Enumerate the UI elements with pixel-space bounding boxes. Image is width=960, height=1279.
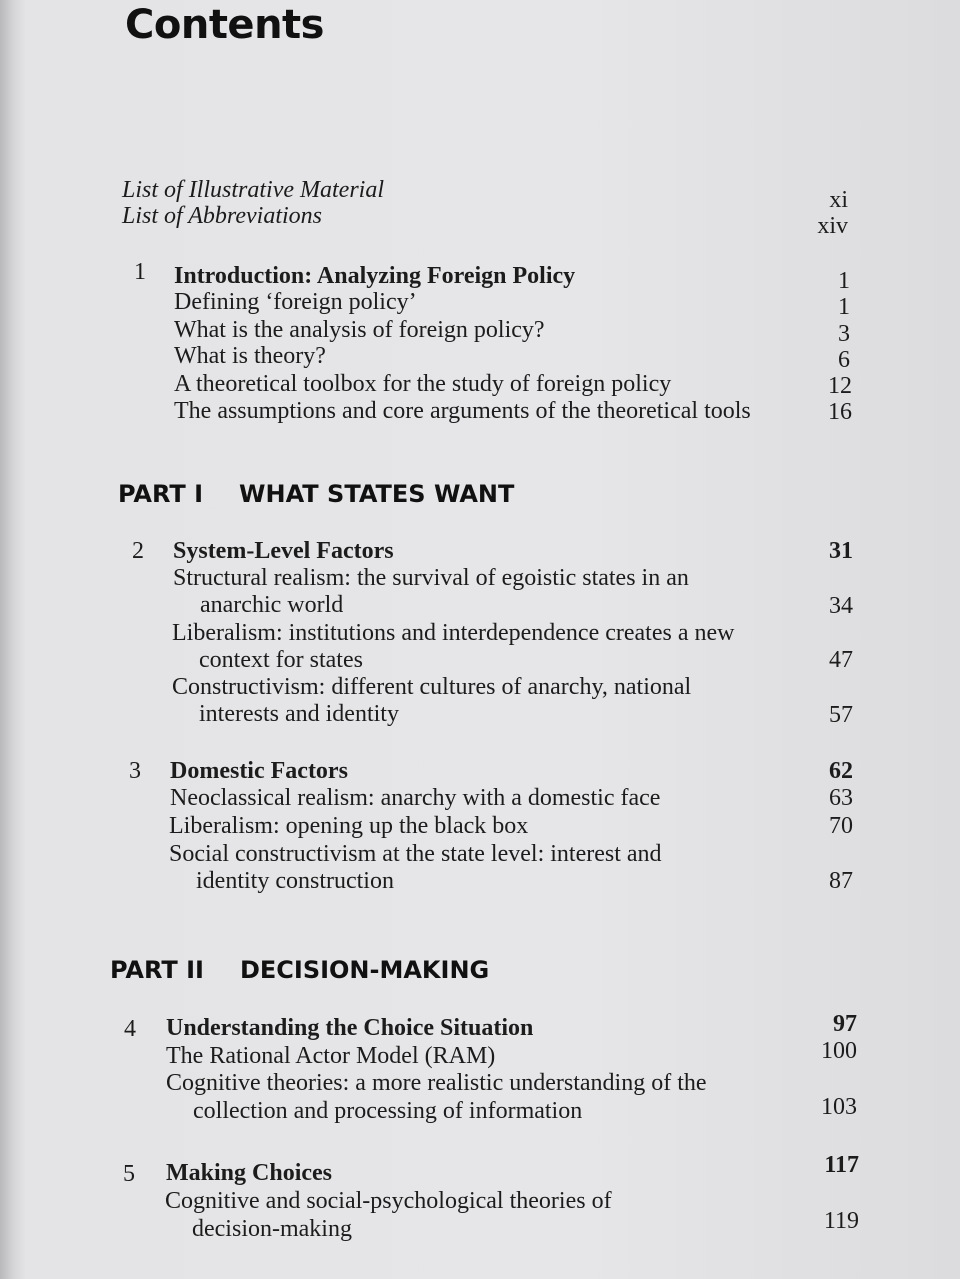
toc-page-number: 1 (838, 294, 850, 320)
toc-page-number: 117 (824, 1152, 859, 1178)
section-title: Neoclassical realism: anarchy with a domestic face (170, 785, 661, 811)
chapter-number: 1 (134, 259, 146, 285)
chapter-number: 5 (123, 1161, 135, 1187)
toc-page-number: 1 (838, 268, 850, 294)
chapter-number: 3 (129, 758, 141, 784)
chapter-title: Understanding the Choice Situation (166, 1015, 534, 1041)
toc-page-number: 62 (829, 758, 853, 784)
toc-page-number: 63 (829, 785, 853, 811)
part-heading (110, 956, 489, 984)
section-title-continued: decision-making (192, 1216, 352, 1242)
toc-entry-illustrative-material: List of Illustrative Material (122, 177, 384, 203)
part-title: WHAT STATES WANT (239, 480, 515, 508)
section-title: Social constructivism at the state level: interest and (169, 841, 662, 867)
toc-page-number: 16 (828, 399, 852, 425)
toc-page-number: 97 (833, 1011, 857, 1037)
toc-page-number: 57 (829, 702, 853, 728)
section-title-continued: interests and identity (199, 701, 399, 727)
section-title: Liberalism: opening up the black box (169, 813, 529, 839)
section-title: The assumptions and core arguments of the theoretical tools (174, 398, 751, 424)
section-title: Defining ‘foreign policy’ (174, 289, 417, 315)
chapter-title: System-Level Factors (173, 538, 394, 564)
toc-page-number: 70 (829, 813, 853, 839)
section-title: What is the analysis of foreign policy? (174, 317, 545, 343)
chapter-title: Making Choices (166, 1160, 333, 1186)
toc-page-number: 31 (829, 538, 853, 564)
section-title: Cognitive theories: a more realistic understanding of the (166, 1070, 707, 1096)
page-title: Contents (125, 2, 324, 48)
toc-page-number: 87 (829, 868, 853, 894)
section-title-continued: anarchic world (200, 592, 344, 618)
toc-page-number: 34 (829, 593, 853, 619)
section-title: Structural realism: the survival of egoistic states in an (173, 565, 689, 591)
toc-page-number: 103 (821, 1094, 857, 1120)
toc-page-number: xiv (817, 213, 848, 239)
toc-entry-abbreviations: List of Abbreviations (122, 203, 323, 229)
chapter-title: Domestic Factors (170, 758, 348, 784)
part-heading (118, 480, 514, 508)
toc-page-number: xi (829, 187, 848, 213)
section-title: Constructivism: different cultures of anarchy, national (172, 674, 692, 700)
toc-page-number: 6 (838, 347, 850, 373)
chapter-number: 2 (132, 538, 144, 564)
section-title-continued: context for states (199, 647, 363, 673)
chapter-number: 4 (124, 1016, 136, 1042)
section-title: Liberalism: institutions and interdependence creates a new (172, 620, 735, 646)
toc-page-number: 12 (828, 373, 852, 399)
section-title-continued: collection and processing of information (193, 1098, 583, 1124)
part-title: DECISION-MAKING (239, 956, 490, 984)
section-title: The Rational Actor Model (RAM) (166, 1043, 496, 1069)
section-title: A theoretical toolbox for the study of foreign policy (174, 371, 672, 397)
part-label: PART I (118, 480, 204, 508)
chapter-title: Introduction: Analyzing Foreign Policy (174, 263, 576, 289)
part-label: PART II (110, 956, 204, 984)
toc-page-number: 47 (829, 647, 853, 673)
toc-page-number: 100 (821, 1038, 857, 1064)
toc-page-number: 3 (838, 321, 850, 347)
section-title: Cognitive and social-psychological theories of (165, 1188, 612, 1214)
section-title: What is theory? (174, 343, 326, 369)
toc-page-number: 119 (823, 1208, 859, 1234)
section-title-continued: identity construction (196, 868, 394, 894)
